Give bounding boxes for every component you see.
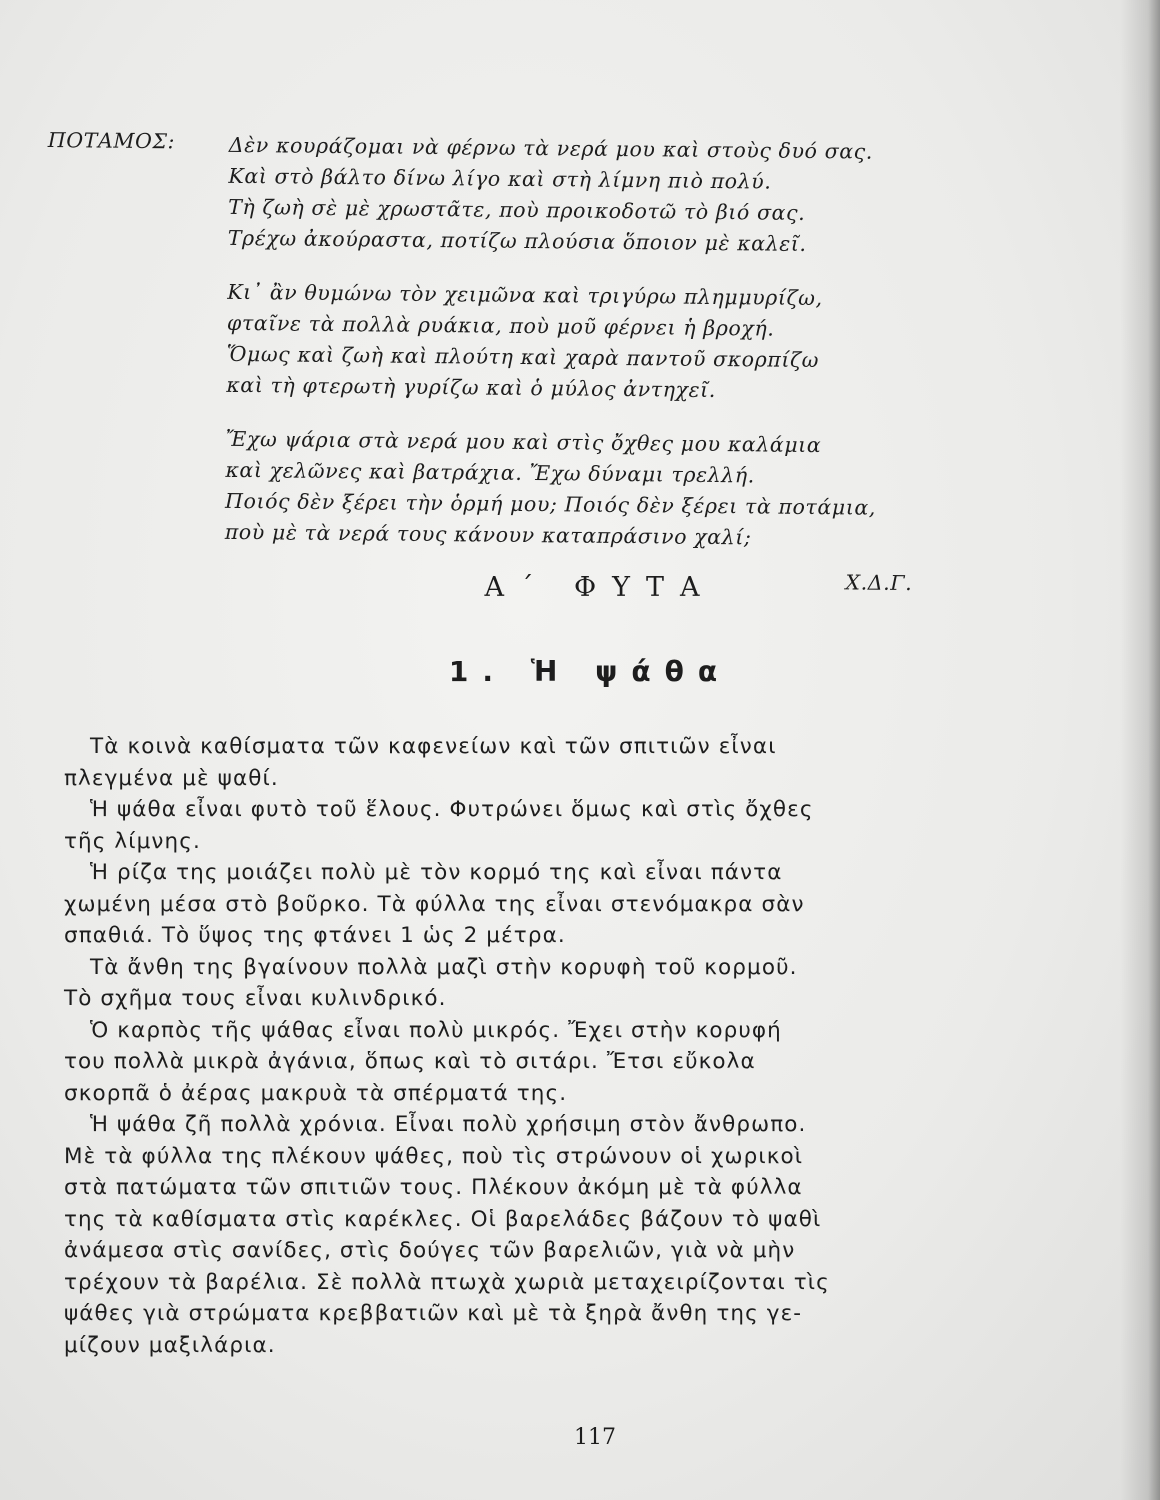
- poem-stanza: [226, 277, 967, 409]
- poem-line: Κι᾿ ἂν θυμώνω τὸν χειμῶνα καὶ τριγύρω πλημμυρίζω,: [227, 279, 823, 311]
- body-line: Ἡ ψάθα εἶναι φυτὸ τοῦ ἕλους. Φυτρώνει ὅμως καὶ στὶς ὄχθες: [90, 797, 814, 822]
- body-line: Τὰ ἄνθη της βγαίνουν πολλὰ μαζὶ στὴν κορυφὴ τοῦ κορμοῦ.: [90, 954, 798, 980]
- poem-stanza: [225, 424, 966, 556]
- body-line: ἀνάμεσα στὶς σανίδες, στὶς δούγες τῶν βαρελιῶν, γιὰ νὰ μὴν: [64, 1238, 796, 1263]
- lesson-title: 1. Ἡ ψάθα: [448, 655, 732, 688]
- poem-line: Τρέχω ἀκούραστα, ποτίζω πλούσια ὅποιον μὲ καλεῖ.: [227, 225, 807, 256]
- body-line: σπαθιά. Τὸ ὕψος της φτάνει 1 ὡς 2 μέτρα.: [64, 923, 566, 948]
- body-line: στὰ πατώματα τῶν σπιτιῶν τους. Πλέκουν ἀκόμη μὲ τὰ φύλλα: [64, 1175, 803, 1200]
- poem-line: ποὺ μὲ τὰ νερά τους κάνουν καταπράσινο χαλί;: [224, 519, 752, 550]
- poem-line: Ποιός δὲν ξέρει τὴν ὁρμή μου; Ποιός δὲν ξέρει τὰ ποτάμια,: [224, 488, 877, 520]
- body-line: ψάθες γιὰ στρώματα κρεββατιῶν καὶ μὲ τὰ ξηρὰ ἄνθη της γε-: [64, 1301, 803, 1326]
- body-line: τρέχουν τὰ βαρέλια. Σὲ πολλὰ πτωχὰ χωριὰ μεταχειρίζονται τὶς: [64, 1269, 830, 1295]
- poem-line: Ἔχω ψάρια στὰ νερά μου καὶ στὶς ὄχθες μου καλάμια: [225, 426, 822, 458]
- body-line: πλεγμένα μὲ ψαθί.: [64, 765, 279, 791]
- poem-speaker: ΠΟΤΑΜΟΣ:: [47, 128, 176, 154]
- body-line: Ἡ ψάθα ζῆ πολλὰ χρόνια. Εἶναι πολὺ χρήσιμη στὸν ἄνθρωπο.: [90, 1112, 807, 1137]
- body-line: Μὲ τὰ φύλλα της πλέκουν ψάθες, ποὺ τὶς στρώνουν οἱ χωρικοὶ: [64, 1143, 804, 1169]
- poem-signature: Χ.Δ.Γ.: [845, 570, 913, 596]
- body-line: Ἡ ρίζα της μοιάζει πολὺ μὲ τὸν κορμό της καὶ εἶναι πάντα: [90, 860, 783, 885]
- lesson-body: [64, 731, 954, 1361]
- body-line: Τὰ κοινὰ καθίσματα τῶν καφενείων καὶ τῶν σπιτιῶν εἶναι: [90, 734, 777, 759]
- poem-line: καὶ τὴ φτερωτὴ γυρίζω καὶ ὁ μύλος ἀντηχεῖ.: [226, 372, 717, 403]
- body-line: μίζουν μαξιλάρια.: [64, 1332, 276, 1358]
- body-line: του πολλὰ μικρὰ ἀγάνια, ὅπως καὶ τὸ σιτάρι. Ἔτσι εὔκολα: [64, 1049, 756, 1074]
- poem-line: Τὴ ζωὴ σὲ μὲ χρωστᾶτε, ποὺ προικοδοτῶ τὸ βιό σας.: [228, 194, 806, 225]
- body-line: Τὸ σχῆμα τους εἶναι κυλινδρικό.: [64, 986, 447, 1011]
- poem-stanzas: [224, 130, 969, 600]
- poem-stanza: [228, 130, 969, 262]
- section-heading: Α΄ ΦΥΤΑ: [484, 572, 716, 603]
- body-line: τῆς λίμνης.: [64, 828, 201, 854]
- poem-line: Ὅμως καὶ ζωὴ καὶ πλούτη καὶ χαρὰ παντοῦ σκορπίζω: [226, 341, 820, 373]
- page-number: 117: [574, 1425, 616, 1450]
- poem-line: Καὶ στὸ βάλτο δίνω λίγο καὶ στὴ λίμνη πιὸ πολύ.: [228, 163, 772, 194]
- poem-line: Δὲν κουράζομαι νὰ φέρνω τὰ νερά μου καὶ στοὺς δυό σας.: [228, 132, 874, 164]
- body-line: Ὁ καρπὸς τῆς ψάθας εἶναι πολὺ μικρός. Ἔχει στὴν κορυφή: [90, 1017, 782, 1043]
- body-line: της τὰ καθίσματα στὶς καρέκλες. Οἱ βαρελάδες βάζουν τὸ ψαθὶ: [64, 1206, 822, 1232]
- poem-line: φταῖνε τὰ πολλὰ ρυάκια, ποὺ μοῦ φέρνει ἡ βροχή.: [226, 310, 775, 341]
- body-line: σκορπᾶ ὁ ἀέρας μακρυὰ τὰ σπέρματά της.: [64, 1080, 568, 1106]
- body-line: χωμένη μέσα στὸ βοῦρκο. Τὰ φύλλα της εἶναι στενόμακρα σὰν: [64, 891, 805, 917]
- poem-line: καὶ χελῶνες καὶ βατράχια. Ἔχω δύναμι τρελλή.: [225, 457, 755, 488]
- page-edge-shadow: [1120, 0, 1160, 1500]
